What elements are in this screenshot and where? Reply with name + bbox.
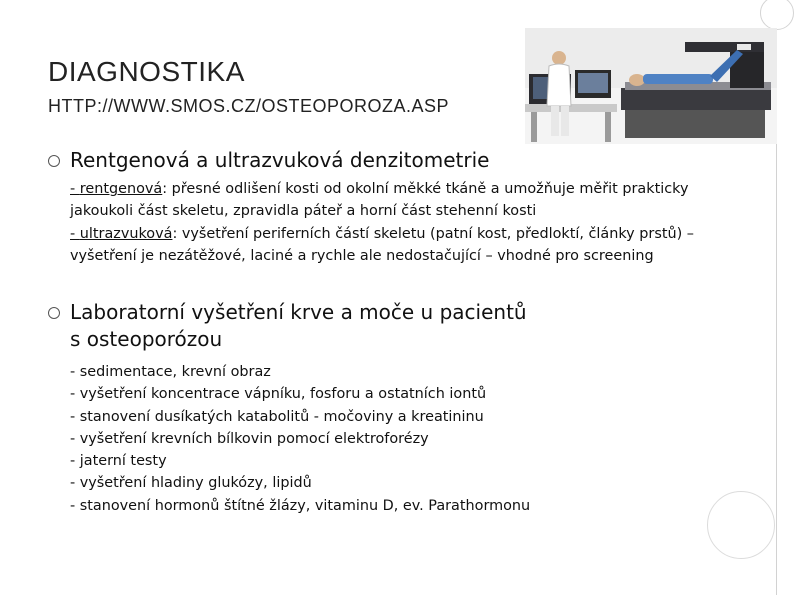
detail-text-ultrazvuk: : vyšetření periferních částí skeletu (patní kost, předloktí, články prstů) – vyšetření je nezátěžové, laciné a rychle ale nedostačující – vhodné pro screening: [70, 225, 694, 264]
list-item: - stanovení dusíkatých katabolitů - močoviny a kreatininu: [70, 408, 484, 425]
list-item: - jaterní testy: [70, 453, 167, 470]
bullet-item-laboratory: [48, 299, 527, 353]
bullet-heading-line1: Laboratorní vyšetření krve a moče u pacientů: [70, 300, 527, 324]
bullet-heading: [70, 299, 527, 353]
decorative-circle-bottom: [707, 491, 775, 559]
list-item: - vyšetření koncentrace vápníku, fosforu a ostatních iontů: [70, 386, 487, 403]
slide-subtitle-url: HTTP://WWW.SMOS.CZ/OSTEOPOROZA.ASP: [48, 96, 450, 116]
detail-ultrazvuk: [70, 223, 750, 268]
list-item: - sedimentace, krevní obraz: [70, 364, 271, 380]
bullet-heading: Rentgenová a ultrazvuková denzitometrie: [70, 148, 490, 172]
bullet-heading-line2: s osteoporózou: [70, 327, 223, 351]
detail-prefix: -: [70, 181, 80, 197]
densitometry-photo: [525, 28, 777, 144]
slide-title: DIAGNOSTIKA: [48, 56, 245, 87]
laboratory-list: [70, 361, 710, 517]
list-item: - vyšetření hladiny glukózy, lipidů: [70, 475, 312, 492]
detail-prefix: -: [70, 225, 80, 242]
circle-bullet-icon: [48, 155, 60, 167]
circle-bullet-icon: [48, 307, 60, 319]
detail-rentgen: [70, 178, 750, 223]
detail-text-rentgen: : přesné odlišení kosti od okolní měkké tkáně a umožňuje měřit prakticky jakoukoli část skeletu, zpravidla páteř a horní část stehenní kosti: [70, 181, 689, 220]
detail-term-rentgen: rentgenová: [79, 181, 163, 197]
list-item: - stanovení hormonů štítné žlázy, vitaminu D, ev. Parathormonu: [70, 497, 531, 514]
decorative-circle-top: [760, 0, 794, 30]
list-item: - vyšetření krevních bílkovin pomocí elektroforézy: [70, 430, 429, 447]
bullet-item-densitometry: [48, 147, 489, 174]
detail-term-ultrazvuk: ultrazvuková: [79, 225, 173, 242]
densitometry-details: [70, 178, 750, 267]
